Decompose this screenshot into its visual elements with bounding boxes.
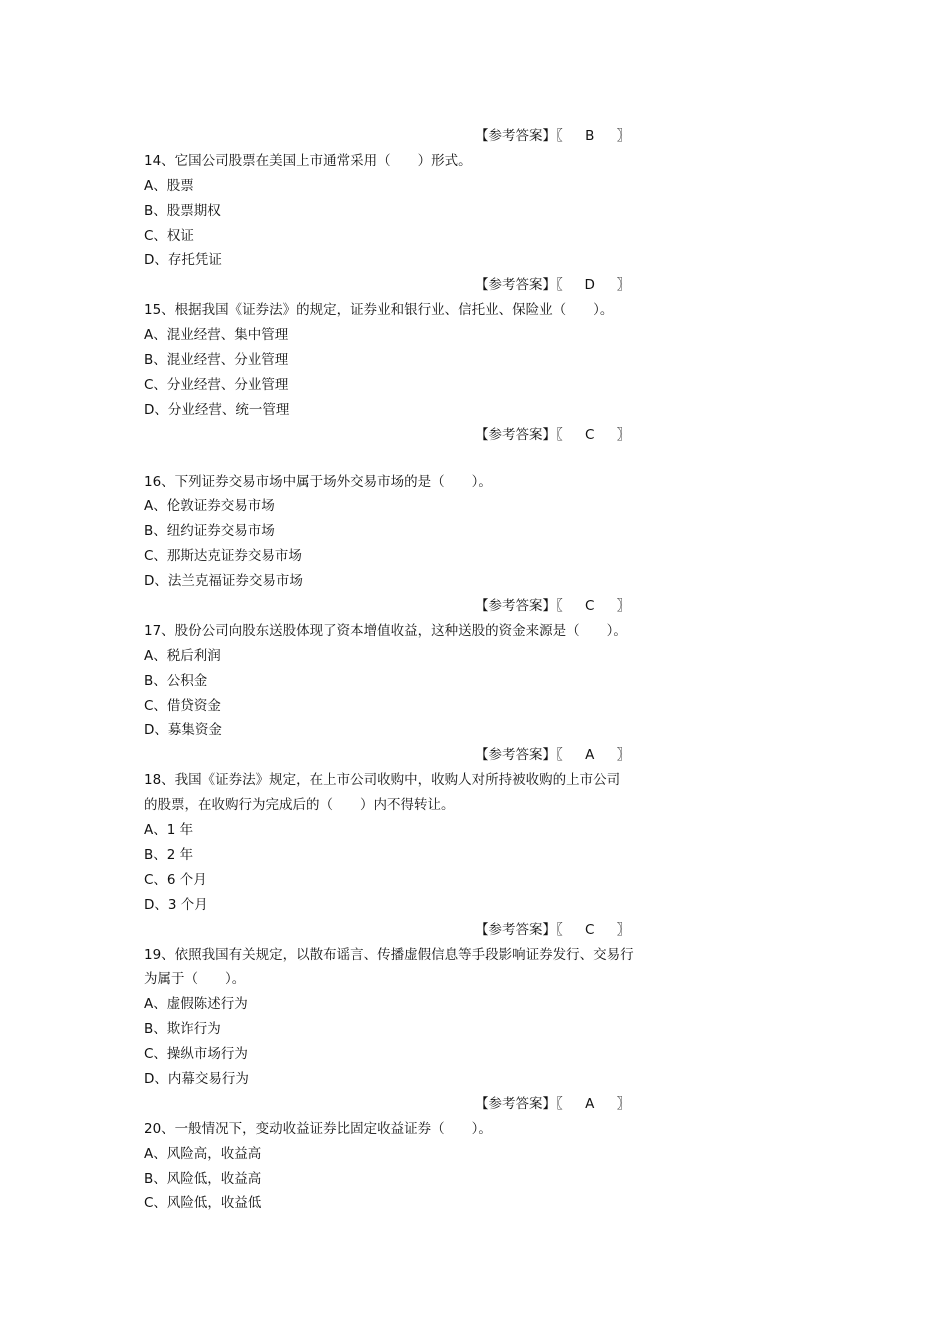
- question-stem-q17: 17、股份公司向股东送股体现了资本增值收益，这种送股的资金来源是（ ）。: [144, 622, 627, 639]
- option-q16-d: D、法兰克福证券交易市场: [144, 573, 303, 590]
- answer-prefix: 【参考答案】〖: [475, 747, 563, 764]
- answer-line-q14: [144, 273, 704, 298]
- option-q19-c: C、操纵市场行为: [144, 1046, 248, 1063]
- option-q19-d: D、内幕交易行为: [144, 1070, 249, 1087]
- answer-prefix: 【参考答案】〖: [475, 921, 563, 938]
- answer-suffix: 〗: [616, 598, 631, 615]
- answer-suffix: 〗: [616, 921, 631, 938]
- option-q18-d: D、3 个月: [144, 896, 208, 913]
- option-q17-a: A、税后利润: [144, 647, 221, 664]
- option-q20-a: A、风险高，收益高: [144, 1145, 262, 1162]
- option-q15-d: D、分业经营、统一管理: [144, 401, 290, 418]
- question-stem-q19-line1: 19、依照我国有关规定，以散布谣言、传播虚假信息等手段影响证券发行、交易行: [144, 946, 634, 963]
- option-q19-a: A、虚假陈述行为: [144, 996, 248, 1013]
- answer-prefix: 【参考答案】〖: [475, 426, 563, 443]
- answer-suffix: 〗: [616, 1095, 631, 1112]
- answer-suffix: 〗: [616, 747, 631, 764]
- answer-suffix: 〗: [616, 128, 631, 144]
- answer-suffix: 〗: [616, 426, 631, 443]
- answer-prefix: 【参考答案】〖: [475, 128, 563, 144]
- option-q15-b: B、混业经营、分业管理: [144, 352, 289, 369]
- option-q16-a: A、伦敦证券交易市场: [144, 498, 275, 515]
- answer-letter: C: [585, 426, 595, 443]
- option-q16-b: B、纽约证券交易市场: [144, 523, 275, 540]
- option-q18-b: B、2 年: [144, 846, 194, 863]
- question-stem-q19-line2: 为属于（ ）。: [144, 971, 246, 988]
- option-q15-c: C、分业经营、分业管理: [144, 376, 289, 393]
- question-stem-q18-line1: 18、我国《证券法》规定，在上市公司收购中，收购人对所持被收购的上市公司: [144, 772, 621, 789]
- question-stem-q16: 16、下列证券交易市场中属于场外交易市场的是（ ）。: [144, 473, 492, 490]
- answer-letter: D: [584, 277, 595, 294]
- option-q14-a: A、股票: [144, 177, 194, 194]
- option-q20-b: B、风险低，收益高: [144, 1170, 262, 1187]
- question-stem-q20: 20、一般情况下，变动收益证券比固定收益证券（ ）。: [144, 1120, 492, 1137]
- option-q19-b: B、欺诈行为: [144, 1021, 221, 1038]
- answer-line-q13: [144, 124, 704, 149]
- answer-letter: A: [585, 1095, 595, 1112]
- option-q16-c: C、那斯达克证券交易市场: [144, 548, 302, 565]
- answer-letter: A: [585, 747, 595, 764]
- answer-line-q18: [144, 918, 704, 943]
- option-q14-b: B、股票期权: [144, 202, 221, 219]
- answer-letter: B: [585, 128, 595, 144]
- answer-line-q15: [144, 423, 704, 448]
- answer-line-q16: [144, 594, 704, 619]
- option-q17-c: C、借贷资金: [144, 697, 221, 714]
- answer-letter: C: [585, 921, 595, 938]
- option-q15-a: A、混业经营、集中管理: [144, 327, 289, 344]
- answer-line-q19: [144, 1092, 704, 1117]
- question-stem-q14: 14、它国公司股票在美国上市通常采用（ ）形式。: [144, 152, 472, 169]
- answer-suffix: 〗: [616, 277, 631, 294]
- answer-line-q17: [144, 743, 704, 768]
- option-q17-b: B、公积金: [144, 672, 208, 689]
- option-q20-c: C、风险低，收益低: [144, 1195, 262, 1212]
- answer-prefix: 【参考答案】〖: [475, 277, 563, 294]
- document-page: [144, 124, 704, 1216]
- answer-prefix: 【参考答案】〖: [475, 598, 563, 615]
- option-q17-d: D、募集资金: [144, 722, 222, 739]
- answer-letter: C: [585, 598, 595, 615]
- blank-line: [144, 448, 704, 470]
- option-q14-d: D、存托凭证: [144, 252, 222, 269]
- option-q18-a: A、1 年: [144, 822, 194, 839]
- option-q18-c: C、6 个月: [144, 871, 207, 888]
- answer-prefix: 【参考答案】〖: [475, 1095, 563, 1112]
- question-stem-q18-line2: 的股票，在收购行为完成后的（ ）内不得转让。: [144, 797, 455, 814]
- question-stem-q15: 15、根据我国《证券法》的规定，证券业和银行业、信托业、保险业（ ）。: [144, 302, 614, 319]
- option-q14-c: C、权证: [144, 227, 194, 244]
